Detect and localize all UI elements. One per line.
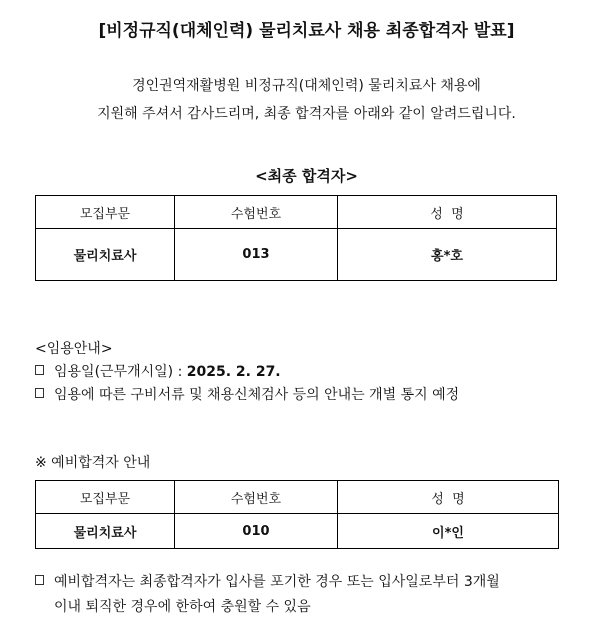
header-exam-number: 수험번호 xyxy=(175,481,338,514)
intro-line-2: 지원해 주셔서 감사드리며, 최종 합격자를 아래와 같이 알려드립니다. xyxy=(97,106,516,122)
table-header-row xyxy=(36,481,559,514)
header-department: 모집부문 xyxy=(36,481,175,514)
reserve-note-line-2: 이내 퇴직한 경우에 한하여 충원할 수 있음 xyxy=(54,599,311,615)
table-row xyxy=(36,229,557,281)
header-name: 성 명 xyxy=(338,481,559,514)
intro-line-1: 경인권역재활병원 비정규직(대체인력) 물리치료사 채용에 xyxy=(132,78,481,94)
final-table xyxy=(35,195,557,281)
final-heading: <최종 합격자> xyxy=(255,167,358,185)
header-department: 모집부문 xyxy=(36,196,175,229)
date-label: 임용일(근무개시일) : xyxy=(54,364,187,380)
reserve-table xyxy=(35,480,559,549)
table-header-row xyxy=(36,196,557,229)
table-row xyxy=(36,514,559,549)
cell-name: 홍*호 xyxy=(338,229,557,281)
cell-department: 물리치료사 xyxy=(36,514,175,549)
page-title: [비정규직(대체인력) 물리치료사 채용 최종합격자 발표] xyxy=(98,21,515,41)
cell-exam-number: 010 xyxy=(175,514,338,549)
date-value: 2025. 2. 27. xyxy=(186,364,281,380)
reserve-note-text: 예비합격자는 최종합격자가 입사를 포기한 경우 또는 입사일로부터 3개월 xyxy=(54,574,500,590)
appointment-heading: <임용안내> xyxy=(35,341,113,357)
header-name: 성 명 xyxy=(338,196,557,229)
reserve-note-line-1 xyxy=(35,571,500,591)
square-bullet-icon xyxy=(35,388,44,398)
header-exam-number: 수험번호 xyxy=(175,196,338,229)
cell-exam-number: 013 xyxy=(175,229,338,281)
square-bullet-icon xyxy=(35,365,44,375)
appointment-notice-line xyxy=(35,384,459,404)
cell-department: 물리치료사 xyxy=(36,229,175,281)
square-bullet-icon xyxy=(35,575,44,585)
reserve-heading: ※ 예비합격자 안내 xyxy=(35,455,151,471)
notice-text: 임용에 따른 구비서류 및 채용신체검사 등의 안내는 개별 통지 예정 xyxy=(54,387,460,403)
cell-name: 이*인 xyxy=(338,514,559,549)
appointment-date-line xyxy=(35,361,281,381)
